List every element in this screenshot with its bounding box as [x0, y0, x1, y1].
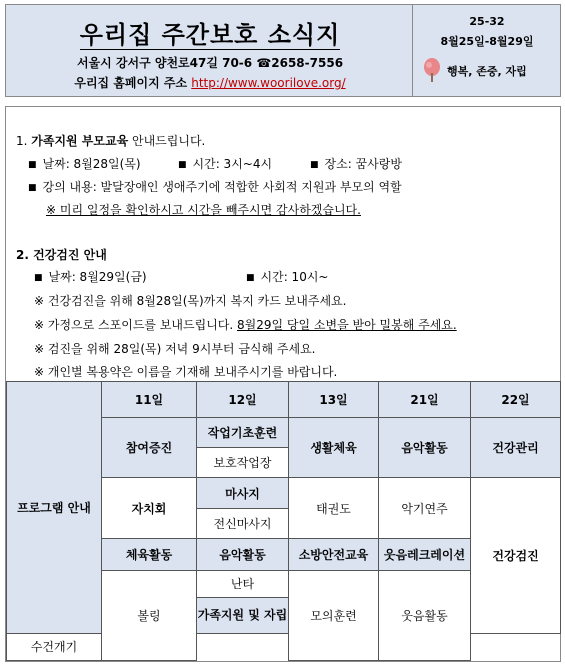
bullet-icon: ■	[28, 183, 37, 193]
program-cell: 음악활동	[197, 539, 289, 570]
notice2-time: ■ 시간: 10시~	[246, 270, 329, 284]
newsletter-header	[5, 4, 413, 97]
notice2-heading: 2. 건강검진 안내	[16, 248, 107, 262]
motto: 행복, 존중, 자립	[447, 65, 527, 78]
newsletter-title: 우리집 주간보호 소식지	[79, 21, 341, 49]
program-table	[6, 381, 561, 661]
notice1-content: ■ 강의 내용: 발달장애인 생애주기에 적합한 사회적 지원과 부모의 역할	[28, 180, 402, 194]
notice1-heading: 1. 가족지원 부모교육 안내드립니다.	[16, 134, 206, 148]
notice2-date: ■ 날짜: 8월29일(금)	[34, 270, 147, 284]
program-cell: 태권도	[289, 478, 379, 539]
notice1-note: ※ 미리 일정을 확인하시고 시간을 빼주시면 감사하겠습니다.	[46, 203, 361, 217]
notice1-time: ■ 시간: 3시~4시	[178, 157, 273, 171]
notice2-note3: ※ 검진을 위해 28일(목) 저녁 9시부터 금식해 주세요.	[34, 342, 316, 356]
program-cell: 음악활동	[379, 417, 471, 478]
program-cell: 자치회	[102, 478, 197, 539]
notice1-date: ■ 날짜: 8월28일(목)	[28, 157, 141, 171]
issue-number: 25-32	[469, 15, 505, 28]
program-cell: 수건개기	[7, 633, 102, 660]
notice2-note2: ※ 가정으로 스포이드를 보내드립니다. 8월29일 당일 소변을 받아 밀봉해 주세요.	[34, 318, 457, 332]
day-header: 21일	[379, 382, 471, 418]
program-cell: 웃음레크레이션	[379, 539, 471, 570]
program-label: 프로그램 안내	[7, 382, 102, 634]
program-cell: 보호작업장	[197, 448, 289, 478]
date-range: 8월25일-8월29일	[440, 35, 534, 48]
program-cell: 생활체육	[289, 417, 379, 478]
program-cell: 작업기초훈련	[197, 417, 289, 447]
program-cell: 악기연주	[379, 478, 471, 539]
program-cell: 볼링	[102, 570, 197, 660]
program-cell: 모의훈련	[289, 570, 379, 660]
bullet-icon: ■	[310, 160, 319, 170]
address: 서울시 강서구 양천로47길 70-6 ☎2658-7556	[76, 56, 344, 70]
program-cell: 건강검진	[471, 478, 561, 633]
program-cell: 참여증진	[102, 417, 197, 478]
day-header: 12일	[197, 382, 289, 418]
notice2-note1: ※ 건강검진을 위해 8월28일(목)까지 복지 카드 보내주세요.	[34, 294, 347, 308]
program-cell: 건강관리	[471, 417, 561, 478]
program-cell: 웃음활동	[379, 570, 471, 660]
day-header: 11일	[102, 382, 197, 418]
program-cell: 가족지원 및 자립	[197, 598, 289, 634]
issue-info	[413, 4, 561, 97]
bullet-icon: ■	[28, 160, 37, 170]
bullet-icon: ■	[34, 273, 43, 283]
program-cell: 소방안전교육	[289, 539, 379, 570]
day-header: 13일	[289, 382, 379, 418]
program-cell: 체육활동	[102, 539, 197, 570]
homepage-link[interactable]: http://www.woorilove.org/	[191, 76, 346, 90]
program-cell: 마사지	[197, 478, 289, 508]
notice2-note4: ※ 개인별 복용약은 이름을 기재해 보내주시기를 바랍니다.	[34, 365, 338, 379]
day-header: 22일	[471, 382, 561, 418]
bullet-icon: ■	[246, 273, 255, 283]
bullet-icon: ■	[178, 160, 187, 170]
notice1-place: ■ 장소: 꿈사랑방	[310, 157, 402, 171]
homepage: 우리집 홈페이지 주소 http://www.woorilove.org/	[74, 76, 346, 90]
tree-logo-icon	[421, 57, 443, 83]
program-cell: 난타	[197, 570, 289, 597]
program-cell: 전신마사지	[197, 508, 289, 538]
